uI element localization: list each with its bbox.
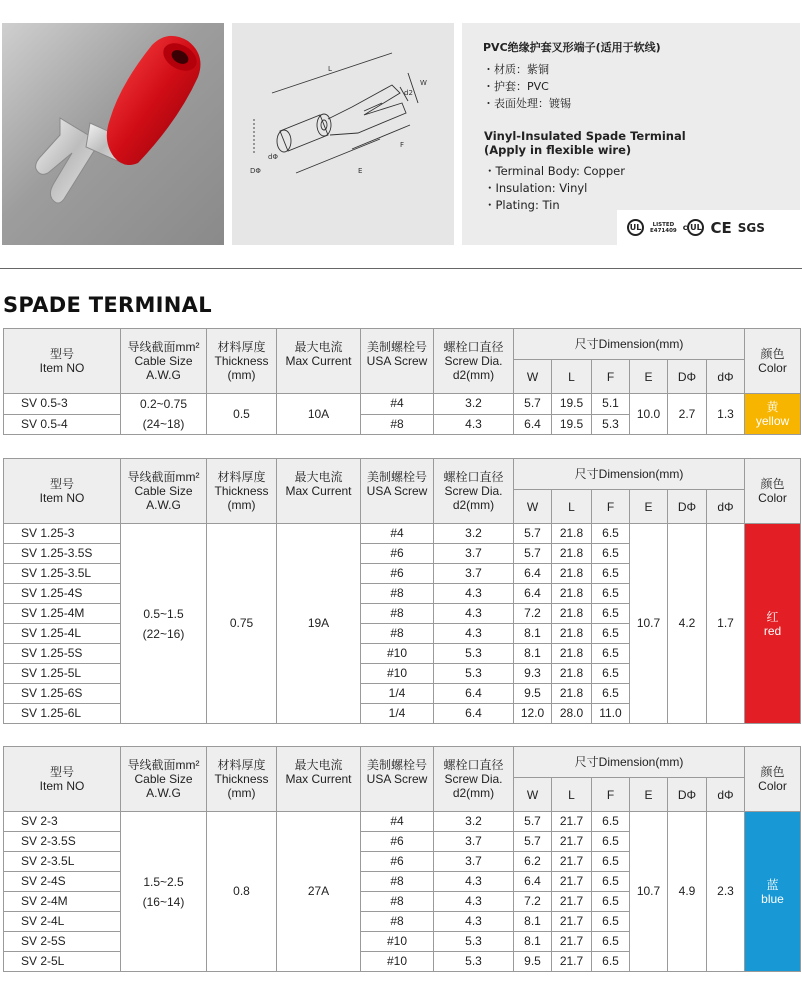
header-color xyxy=(745,747,801,812)
cell-item-no: SV 1.25-4M xyxy=(4,604,121,624)
spec-insulation-zh: ・护套：PVC xyxy=(483,80,549,93)
header-w: W xyxy=(514,490,552,524)
header-cable-zh: 导线截面mm² xyxy=(127,758,200,772)
cell-f: 6.5 xyxy=(592,952,630,972)
cell-w: 9.5 xyxy=(514,952,552,972)
header-color-en: Color xyxy=(758,779,787,793)
cell-l: 21.7 xyxy=(552,932,592,952)
color-zh: 蓝 xyxy=(766,877,779,892)
cell-usa-screw: #10 xyxy=(361,644,434,664)
cell-screw-dia: 3.2 xyxy=(434,524,514,544)
cell-l: 21.7 xyxy=(552,912,592,932)
spec-title-en: Vinyl-Insulated Spade Terminal xyxy=(484,129,686,143)
cell-l: 21.8 xyxy=(552,544,592,564)
label-dphi: dΦ xyxy=(268,153,278,161)
cell-color xyxy=(745,524,801,724)
label-Dphi: DΦ xyxy=(250,167,261,175)
cell-screw-dia: 6.4 xyxy=(434,684,514,704)
cell-screw-dia: 6.4 xyxy=(434,704,514,724)
cell-f: 6.5 xyxy=(592,624,630,644)
header-current-zh: 最大电流 xyxy=(294,340,343,354)
product-photo xyxy=(2,23,224,245)
cul-logo-icon: UL xyxy=(687,219,704,236)
cell-w: 9.5 xyxy=(514,684,552,704)
cell-max-current: 19A xyxy=(277,524,361,724)
header-l: L xyxy=(552,490,592,524)
cell-f: 6.5 xyxy=(592,832,630,852)
cell-screw-dia: 3.2 xyxy=(434,394,514,415)
header-diameter-zh: 螺栓口直径 xyxy=(443,470,504,484)
cell-screw-dia: 4.3 xyxy=(434,912,514,932)
spec-body-en: ・Terminal Body: Copper xyxy=(484,164,625,178)
cell-f: 6.5 xyxy=(592,812,630,832)
cell-usa-screw: #8 xyxy=(361,892,434,912)
ul-logo-icon: UL xyxy=(627,219,644,236)
header-screw-en: USA Screw xyxy=(366,772,428,786)
cell-usa-screw: 1/4 xyxy=(361,704,434,724)
header-screw xyxy=(361,329,434,394)
cell-l: 28.0 xyxy=(552,704,592,724)
cell-usa-screw: #10 xyxy=(361,952,434,972)
color-zh: 红 xyxy=(766,609,779,624)
header-thickness-en: Thickness xyxy=(214,484,269,498)
cell-w: 5.7 xyxy=(514,812,552,832)
header-dphi-outer: DΦ xyxy=(668,778,707,812)
cable-size-awg: (24~18) xyxy=(142,417,185,431)
cell-e: 10.0 xyxy=(630,394,668,435)
header-item xyxy=(4,459,121,524)
cell-screw-dia: 3.7 xyxy=(434,852,514,872)
cell-l: 21.7 xyxy=(552,812,592,832)
cell-usa-screw: #8 xyxy=(361,584,434,604)
cell-l: 19.5 xyxy=(552,394,592,415)
cell-screw-dia: 4.3 xyxy=(434,584,514,604)
cell-dphi-inner: 1.7 xyxy=(707,524,745,724)
header-thickness-zh: 材料厚度 xyxy=(217,340,266,354)
header-item-en: Item NO xyxy=(39,779,85,793)
header-cable-zh: 导线截面mm² xyxy=(127,470,200,484)
sgs-mark: SGS xyxy=(737,220,765,235)
header-e: E xyxy=(630,778,668,812)
header-e: E xyxy=(630,490,668,524)
cell-l: 21.8 xyxy=(552,664,592,684)
cell-l: 21.8 xyxy=(552,644,592,664)
cell-thickness: 0.75 xyxy=(207,524,277,724)
spec-insulation-en: ・Insulation: Vinyl xyxy=(484,181,588,195)
header-screw-en: USA Screw xyxy=(366,354,428,368)
header-thickness-en: Thickness xyxy=(214,354,269,368)
cell-usa-screw: #8 xyxy=(361,414,434,435)
label-E: E xyxy=(358,167,363,175)
header-color xyxy=(745,459,801,524)
cell-item-no: SV 2-4L xyxy=(4,912,121,932)
cell-usa-screw: #8 xyxy=(361,624,434,644)
cell-usa-screw: #4 xyxy=(361,812,434,832)
cell-item-no: SV 0.5-3 xyxy=(4,394,121,415)
header-diameter xyxy=(434,747,514,812)
cell-l: 21.7 xyxy=(552,832,592,852)
cell-item-no: SV 2-4M xyxy=(4,892,121,912)
spec-panel xyxy=(462,23,800,245)
cell-w: 7.2 xyxy=(514,892,552,912)
cell-w: 5.7 xyxy=(514,544,552,564)
cul-prefix: c xyxy=(682,223,688,232)
header-dimension: 尺寸Dimension(mm) xyxy=(514,459,745,490)
header-item-zh: 型号 xyxy=(49,347,74,361)
header-thickness xyxy=(207,329,277,394)
cell-screw-dia: 5.3 xyxy=(434,952,514,972)
table-row xyxy=(4,812,801,832)
cell-l: 21.8 xyxy=(552,584,592,604)
spec-table-1 xyxy=(3,328,801,435)
cell-screw-dia: 4.3 xyxy=(434,624,514,644)
cell-f: 6.5 xyxy=(592,664,630,684)
cell-usa-screw: #8 xyxy=(361,912,434,932)
cell-usa-screw: #8 xyxy=(361,604,434,624)
header-diameter xyxy=(434,459,514,524)
cell-f: 5.1 xyxy=(592,394,630,415)
header-diameter-en: Screw Dia. xyxy=(444,772,503,786)
color-en: blue xyxy=(761,891,784,906)
header-dphi-inner: dΦ xyxy=(707,360,745,394)
cell-max-current: 27A xyxy=(277,812,361,972)
header-color-zh: 颜色 xyxy=(760,347,785,361)
listed-number: E471409 xyxy=(650,227,677,234)
label-L: L xyxy=(328,65,332,73)
cell-f: 6.5 xyxy=(592,852,630,872)
header-current-zh: 最大电流 xyxy=(294,470,343,484)
cell-l: 21.8 xyxy=(552,624,592,644)
cell-item-no: SV 1.25-4S xyxy=(4,584,121,604)
cell-item-no: SV 1.25-3.5S xyxy=(4,544,121,564)
cable-size-mm2: 0.5~1.5 xyxy=(143,606,184,621)
cell-item-no: SV 2-5L xyxy=(4,952,121,972)
cell-cable-size xyxy=(121,812,207,972)
cell-item-no: SV 1.25-6S xyxy=(4,684,121,704)
header-thickness-unit: (mm) xyxy=(227,368,256,382)
header-diameter-zh: 螺栓口直径 xyxy=(443,340,504,354)
header-cable xyxy=(121,459,207,524)
header-dphi-inner: dΦ xyxy=(707,778,745,812)
cell-usa-screw: #10 xyxy=(361,932,434,952)
spec-material-zh: ・材质：紫铜 xyxy=(483,63,549,76)
header-w: W xyxy=(514,778,552,812)
header-diameter-unit: d2(mm) xyxy=(452,368,495,382)
header-dphi-outer: DΦ xyxy=(668,360,707,394)
header-dphi-inner: dΦ xyxy=(707,490,745,524)
header-dimension: 尺寸Dimension(mm) xyxy=(514,747,745,778)
cell-w: 9.3 xyxy=(514,664,552,684)
cell-f: 11.0 xyxy=(592,704,630,724)
cell-w: 5.7 xyxy=(514,394,552,415)
cell-w: 8.1 xyxy=(514,644,552,664)
cell-w: 5.7 xyxy=(514,832,552,852)
cell-screw-dia: 4.3 xyxy=(434,872,514,892)
header-current-en: Max Current xyxy=(285,354,352,368)
spec-subtitle-en: (Apply in flexible wire) xyxy=(484,143,632,157)
cell-dphi-outer: 4.2 xyxy=(668,524,707,724)
header-item-zh: 型号 xyxy=(49,477,74,491)
ce-mark: CE xyxy=(710,218,732,237)
header-screw-zh: 美制螺栓号 xyxy=(366,340,427,354)
cell-f: 6.5 xyxy=(592,584,630,604)
cell-f: 6.5 xyxy=(592,524,630,544)
cell-f: 6.5 xyxy=(592,912,630,932)
header-thickness-unit: (mm) xyxy=(227,786,256,800)
cell-f: 6.5 xyxy=(592,564,630,584)
header-thickness xyxy=(207,459,277,524)
header-item-zh: 型号 xyxy=(49,765,74,779)
cell-item-no: SV 2-3 xyxy=(4,812,121,832)
header-screw-zh: 美制螺栓号 xyxy=(366,470,427,484)
cell-w: 12.0 xyxy=(514,704,552,724)
cell-usa-screw: #6 xyxy=(361,832,434,852)
header-cable-en: Cable Size xyxy=(134,484,193,498)
cell-l: 21.8 xyxy=(552,564,592,584)
header-diameter-zh: 螺栓口直径 xyxy=(443,758,504,772)
header-cable-en: Cable Size xyxy=(134,772,193,786)
cell-l: 19.5 xyxy=(552,414,592,435)
cell-l: 21.7 xyxy=(552,892,592,912)
cell-screw-dia: 3.7 xyxy=(434,544,514,564)
cell-item-no: SV 1.25-6L xyxy=(4,704,121,724)
cable-size-mm2: 0.2~0.75 xyxy=(139,397,188,411)
cell-usa-screw: #4 xyxy=(361,394,434,415)
header-screw xyxy=(361,459,434,524)
cell-thickness: 0.8 xyxy=(207,812,277,972)
cell-item-no: SV 1.25-4L xyxy=(4,624,121,644)
header-diameter-unit: d2(mm) xyxy=(452,786,495,800)
cell-w: 6.4 xyxy=(514,564,552,584)
cell-cable-size xyxy=(121,524,207,724)
header-f: F xyxy=(592,778,630,812)
header-screw-en: USA Screw xyxy=(366,484,428,498)
cell-cable-size xyxy=(121,394,207,435)
cell-dphi-outer: 2.7 xyxy=(668,394,707,435)
cell-usa-screw: #8 xyxy=(361,872,434,892)
header-diameter-unit: d2(mm) xyxy=(452,498,495,512)
cell-f: 6.5 xyxy=(592,544,630,564)
cell-screw-dia: 4.3 xyxy=(434,414,514,435)
header-thickness-en: Thickness xyxy=(214,772,269,786)
cell-f: 6.5 xyxy=(592,872,630,892)
cell-max-current: 10A xyxy=(277,394,361,435)
spec-table-2 xyxy=(3,458,801,724)
header-current xyxy=(277,459,361,524)
cell-item-no: SV 1.25-3 xyxy=(4,524,121,544)
spec-plating-zh: ・表面处理：镀锡 xyxy=(483,97,571,110)
cell-w: 6.4 xyxy=(514,584,552,604)
cell-w: 5.7 xyxy=(514,524,552,544)
header-current xyxy=(277,747,361,812)
cell-f: 6.5 xyxy=(592,644,630,664)
header-diameter-en: Screw Dia. xyxy=(444,354,503,368)
cell-l: 21.8 xyxy=(552,604,592,624)
cell-usa-screw: #6 xyxy=(361,544,434,564)
cell-usa-screw: 1/4 xyxy=(361,684,434,704)
cell-l: 21.7 xyxy=(552,852,592,872)
header-diameter-en: Screw Dia. xyxy=(444,484,503,498)
header-thickness-zh: 材料厚度 xyxy=(217,758,266,772)
cell-f: 6.5 xyxy=(592,604,630,624)
color-en: yellow xyxy=(755,414,790,428)
cell-item-no: SV 2-3.5S xyxy=(4,832,121,852)
header-diameter xyxy=(434,329,514,394)
cell-l: 21.8 xyxy=(552,684,592,704)
header-current-zh: 最大电流 xyxy=(294,758,343,772)
cell-usa-screw: #6 xyxy=(361,852,434,872)
cell-w: 6.4 xyxy=(514,872,552,892)
listed-text: LISTED xyxy=(652,221,675,228)
cell-f: 6.5 xyxy=(592,684,630,704)
cell-dphi-inner: 2.3 xyxy=(707,812,745,972)
header-cable xyxy=(121,329,207,394)
cable-size-mm2: 1.5~2.5 xyxy=(143,874,184,889)
cable-size-awg: (22~16) xyxy=(142,626,185,641)
cell-w: 6.2 xyxy=(514,852,552,872)
cell-screw-dia: 3.2 xyxy=(434,812,514,832)
spade-terminal-photo xyxy=(2,23,224,245)
cell-thickness: 0.5 xyxy=(207,394,277,435)
cell-f: 6.5 xyxy=(592,892,630,912)
cell-w: 8.1 xyxy=(514,624,552,644)
header-color-en: Color xyxy=(758,361,787,375)
dimension-diagram xyxy=(232,23,454,245)
cell-item-no: SV 2-5S xyxy=(4,932,121,952)
cell-l: 21.7 xyxy=(552,952,592,972)
cell-usa-screw: #4 xyxy=(361,524,434,544)
page-heading: SPADE TERMINAL xyxy=(3,293,212,317)
header-f: F xyxy=(592,360,630,394)
cell-w: 8.1 xyxy=(514,932,552,952)
cell-screw-dia: 4.3 xyxy=(434,604,514,624)
spec-plating-en: ・Plating: Tin xyxy=(484,198,560,212)
header-l: L xyxy=(552,778,592,812)
cell-l: 21.8 xyxy=(552,524,592,544)
cell-f: 5.3 xyxy=(592,414,630,435)
cell-screw-dia: 5.3 xyxy=(434,644,514,664)
header-thickness xyxy=(207,747,277,812)
cell-color xyxy=(745,812,801,972)
color-zh: 黄 xyxy=(766,400,779,414)
header-thickness-zh: 材料厚度 xyxy=(217,470,266,484)
cell-screw-dia: 3.7 xyxy=(434,564,514,584)
header-cable-awg: A.W.G xyxy=(146,498,181,512)
cell-w: 6.4 xyxy=(514,414,552,435)
cell-e: 10.7 xyxy=(630,524,668,724)
cell-item-no: SV 1.25-3.5L xyxy=(4,564,121,584)
header-cable-zh: 导线截面mm² xyxy=(127,340,200,354)
cell-e: 10.7 xyxy=(630,812,668,972)
cell-item-no: SV 0.5-4 xyxy=(4,414,121,435)
cell-w: 7.2 xyxy=(514,604,552,624)
color-en: red xyxy=(763,623,782,638)
cell-item-no: SV 1.25-5L xyxy=(4,664,121,684)
cell-l: 21.7 xyxy=(552,872,592,892)
header-thickness-unit: (mm) xyxy=(227,498,256,512)
cell-f: 6.5 xyxy=(592,932,630,952)
certification-bar xyxy=(617,210,800,245)
header-dimension: 尺寸Dimension(mm) xyxy=(514,329,745,360)
spec-table-3 xyxy=(3,746,801,972)
cul-logo xyxy=(683,219,705,236)
cell-w: 8.1 xyxy=(514,912,552,932)
header-f: F xyxy=(592,490,630,524)
section-divider xyxy=(0,268,802,269)
header-cable-en: Cable Size xyxy=(134,354,193,368)
header-color-zh: 颜色 xyxy=(760,477,785,491)
ul-listed-mark xyxy=(650,222,677,234)
header-color-en: Color xyxy=(758,491,787,505)
header-cable xyxy=(121,747,207,812)
cell-screw-dia: 4.3 xyxy=(434,892,514,912)
cell-dphi-inner: 1.3 xyxy=(707,394,745,435)
header-item-en: Item NO xyxy=(39,491,85,505)
header-current-en: Max Current xyxy=(285,484,352,498)
cell-usa-screw: #6 xyxy=(361,564,434,584)
label-d2: d2 xyxy=(404,89,413,97)
cell-screw-dia: 5.3 xyxy=(434,664,514,684)
cell-item-no: SV 2-3.5L xyxy=(4,852,121,872)
cable-size-awg: (16~14) xyxy=(142,894,185,909)
header-cable-awg: A.W.G xyxy=(146,368,181,382)
cell-color xyxy=(745,394,801,435)
table-row xyxy=(4,394,801,415)
header-item xyxy=(4,747,121,812)
header-item xyxy=(4,329,121,394)
header-l: L xyxy=(552,360,592,394)
header-cable-awg: A.W.G xyxy=(146,786,181,800)
header-e: E xyxy=(630,360,668,394)
label-W: W xyxy=(420,79,427,87)
cell-dphi-outer: 4.9 xyxy=(668,812,707,972)
cell-item-no: SV 1.25-5S xyxy=(4,644,121,664)
header-dphi-outer: DΦ xyxy=(668,490,707,524)
header-item-en: Item NO xyxy=(39,361,85,375)
cell-screw-dia: 5.3 xyxy=(434,932,514,952)
cell-screw-dia: 3.7 xyxy=(434,832,514,852)
cell-usa-screw: #10 xyxy=(361,664,434,684)
header-screw xyxy=(361,747,434,812)
header-w: W xyxy=(514,360,552,394)
header-current xyxy=(277,329,361,394)
table-row xyxy=(4,524,801,544)
header-color xyxy=(745,329,801,394)
cell-item-no: SV 2-4S xyxy=(4,872,121,892)
header-current-en: Max Current xyxy=(285,772,352,786)
technical-drawing xyxy=(232,23,454,245)
label-F: F xyxy=(400,141,405,149)
header-screw-zh: 美制螺栓号 xyxy=(366,758,427,772)
spec-title-zh: PVC绝缘护套叉形端子(适用于软线) xyxy=(483,41,661,54)
header-color-zh: 颜色 xyxy=(760,765,785,779)
